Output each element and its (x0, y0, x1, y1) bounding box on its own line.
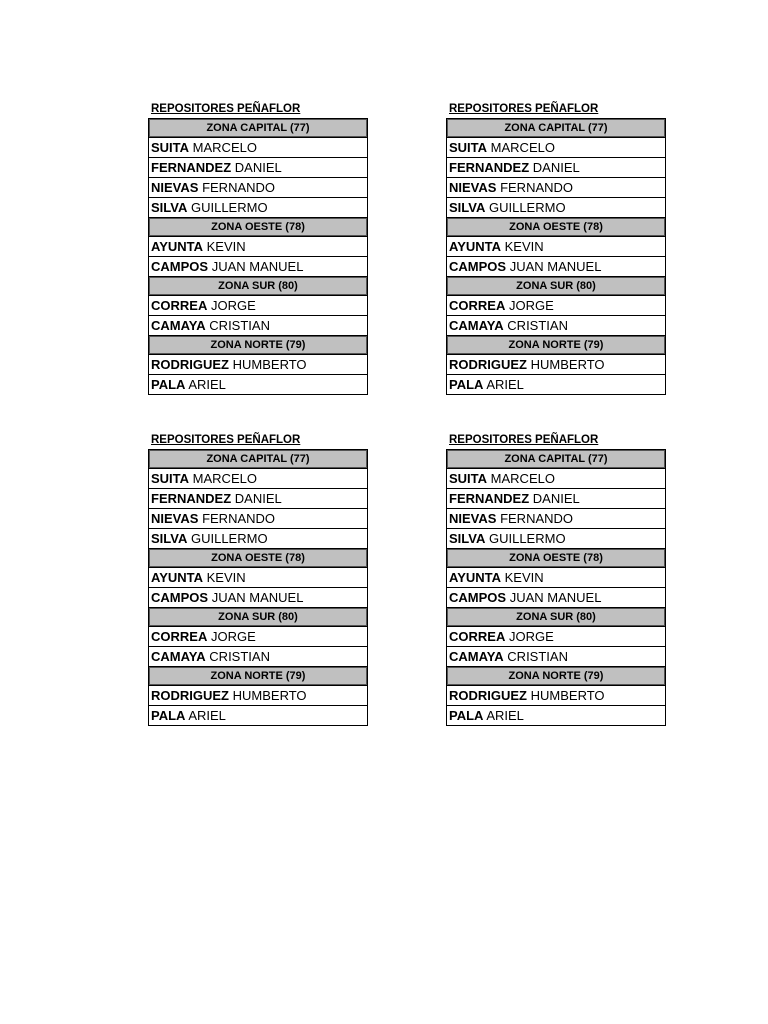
person-row (447, 627, 665, 647)
person-row (447, 375, 665, 394)
person-name: DANIEL (532, 160, 580, 175)
person-name: HUMBERTO (232, 688, 307, 703)
person-name: GUILLERMO (190, 531, 268, 546)
person-name: DANIEL (532, 491, 580, 506)
person-name: HUMBERTO (530, 357, 605, 372)
person-surname: CAMPOS (151, 590, 209, 605)
person-surname: CORREA (151, 629, 208, 644)
person-row (149, 316, 367, 335)
person-row (149, 237, 367, 257)
person-name: KEVIN (206, 239, 246, 254)
person-surname: NIEVAS (151, 180, 199, 195)
person-name: MARCELO (490, 471, 555, 486)
person-surname: PALA (151, 708, 186, 723)
person-row (447, 568, 665, 588)
person-row (149, 158, 367, 178)
person-name: FERNANDO (500, 511, 574, 526)
person-name: DANIEL (234, 160, 282, 175)
zone-header-sur: ZONA SUR (80) (447, 276, 665, 296)
person-surname: AYUNTA (151, 239, 204, 254)
zone-header-sur: ZONA SUR (80) (149, 276, 367, 296)
person-row (149, 375, 367, 394)
person-row (447, 178, 665, 198)
person-surname: NIEVAS (151, 511, 199, 526)
person-surname: CAMAYA (449, 318, 504, 333)
zone-header-norte: ZONA NORTE (79) (447, 666, 665, 686)
person-name: CRISTIAN (209, 318, 270, 333)
person-name: CRISTIAN (507, 649, 568, 664)
person-row (447, 198, 665, 217)
person-name: ARIEL (188, 377, 226, 392)
person-row (149, 568, 367, 588)
zone-header-capital: ZONA CAPITAL (77) (447, 119, 665, 138)
person-name: FERNANDO (500, 180, 574, 195)
zones-table (446, 449, 666, 726)
person-surname: CAMPOS (449, 590, 507, 605)
person-surname: FERNANDEZ (151, 491, 232, 506)
person-name: JORGE (508, 629, 554, 644)
zone-header-capital: ZONA CAPITAL (77) (149, 119, 367, 138)
person-name: MARCELO (192, 471, 257, 486)
person-name: CRISTIAN (209, 649, 270, 664)
person-surname: NIEVAS (449, 180, 497, 195)
person-surname: AYUNTA (151, 570, 204, 585)
person-row (447, 158, 665, 178)
person-name: ARIEL (486, 708, 524, 723)
person-name: JORGE (210, 629, 256, 644)
person-row (447, 257, 665, 276)
person-surname: RODRIGUEZ (449, 688, 527, 703)
person-row (447, 237, 665, 257)
person-name: DANIEL (234, 491, 282, 506)
person-surname: SILVA (449, 531, 486, 546)
person-row (149, 588, 367, 607)
person-surname: FERNANDEZ (449, 491, 530, 506)
person-row (447, 296, 665, 316)
person-row (149, 138, 367, 158)
person-name: MARCELO (192, 140, 257, 155)
zone-header-capital: ZONA CAPITAL (77) (447, 450, 665, 469)
person-row (149, 627, 367, 647)
person-row (149, 686, 367, 706)
zone-header-norte: ZONA NORTE (79) (149, 335, 367, 355)
person-surname: PALA (151, 377, 186, 392)
person-surname: PALA (449, 708, 484, 723)
zone-header-oeste: ZONA OESTE (78) (447, 548, 665, 568)
person-surname: SUITA (449, 140, 488, 155)
person-surname: CAMAYA (151, 318, 206, 333)
person-surname: CORREA (449, 298, 506, 313)
person-name: KEVIN (206, 570, 246, 585)
person-row (447, 529, 665, 548)
zone-header-oeste: ZONA OESTE (78) (149, 217, 367, 237)
person-surname: RODRIGUEZ (151, 688, 229, 703)
person-name: KEVIN (504, 570, 544, 585)
zone-header-capital: ZONA CAPITAL (77) (149, 450, 367, 469)
person-name: JUAN MANUEL (509, 590, 602, 605)
person-row (447, 686, 665, 706)
person-surname: SILVA (151, 200, 188, 215)
person-name: JORGE (508, 298, 554, 313)
person-row (149, 355, 367, 375)
zones-table (148, 449, 368, 726)
person-surname: NIEVAS (449, 511, 497, 526)
person-surname: SUITA (449, 471, 488, 486)
person-surname: AYUNTA (449, 570, 502, 585)
person-surname: CORREA (449, 629, 506, 644)
person-row (149, 257, 367, 276)
person-surname: PALA (449, 377, 484, 392)
zone-header-sur: ZONA SUR (80) (447, 607, 665, 627)
person-row (447, 647, 665, 666)
person-row (447, 316, 665, 335)
card-title: REPOSITORES PEÑAFLOR (449, 103, 599, 115)
person-surname: AYUNTA (449, 239, 502, 254)
person-surname: CAMAYA (151, 649, 206, 664)
person-surname: FERNANDEZ (449, 160, 530, 175)
person-row (149, 647, 367, 666)
person-name: FERNANDO (202, 511, 276, 526)
person-row (447, 469, 665, 489)
person-name: GUILLERMO (488, 531, 566, 546)
person-row (149, 178, 367, 198)
person-name: KEVIN (504, 239, 544, 254)
person-surname: CAMAYA (449, 649, 504, 664)
person-name: GUILLERMO (488, 200, 566, 215)
person-name: ARIEL (486, 377, 524, 392)
person-row (447, 355, 665, 375)
person-name: JUAN MANUEL (509, 259, 602, 274)
zone-header-oeste: ZONA OESTE (78) (149, 548, 367, 568)
person-row (149, 509, 367, 529)
person-surname: CAMPOS (151, 259, 209, 274)
person-name: HUMBERTO (232, 357, 307, 372)
person-name: HUMBERTO (530, 688, 605, 703)
person-row (447, 706, 665, 725)
person-surname: SUITA (151, 471, 190, 486)
person-row (447, 489, 665, 509)
card-title: REPOSITORES PEÑAFLOR (151, 434, 301, 446)
person-surname: CAMPOS (449, 259, 507, 274)
person-row (447, 509, 665, 529)
zones-table (148, 118, 368, 395)
person-surname: CORREA (151, 298, 208, 313)
card-title: REPOSITORES PEÑAFLOR (449, 434, 599, 446)
person-name: CRISTIAN (507, 318, 568, 333)
person-row (447, 588, 665, 607)
zone-header-oeste: ZONA OESTE (78) (447, 217, 665, 237)
zone-header-norte: ZONA NORTE (79) (447, 335, 665, 355)
zone-header-norte: ZONA NORTE (79) (149, 666, 367, 686)
person-name: JUAN MANUEL (211, 259, 304, 274)
person-row (149, 706, 367, 725)
zones-table (446, 118, 666, 395)
person-surname: RODRIGUEZ (151, 357, 229, 372)
person-row (149, 296, 367, 316)
person-row (149, 198, 367, 217)
person-row (149, 489, 367, 509)
card-title: REPOSITORES PEÑAFLOR (151, 103, 301, 115)
person-row (149, 529, 367, 548)
person-row (149, 469, 367, 489)
person-name: MARCELO (490, 140, 555, 155)
person-name: GUILLERMO (190, 200, 268, 215)
person-surname: SUITA (151, 140, 190, 155)
person-name: ARIEL (188, 708, 226, 723)
person-row (447, 138, 665, 158)
person-surname: SILVA (449, 200, 486, 215)
person-name: FERNANDO (202, 180, 276, 195)
person-name: JUAN MANUEL (211, 590, 304, 605)
zone-header-sur: ZONA SUR (80) (149, 607, 367, 627)
person-surname: SILVA (151, 531, 188, 546)
person-surname: RODRIGUEZ (449, 357, 527, 372)
person-surname: FERNANDEZ (151, 160, 232, 175)
person-name: JORGE (210, 298, 256, 313)
